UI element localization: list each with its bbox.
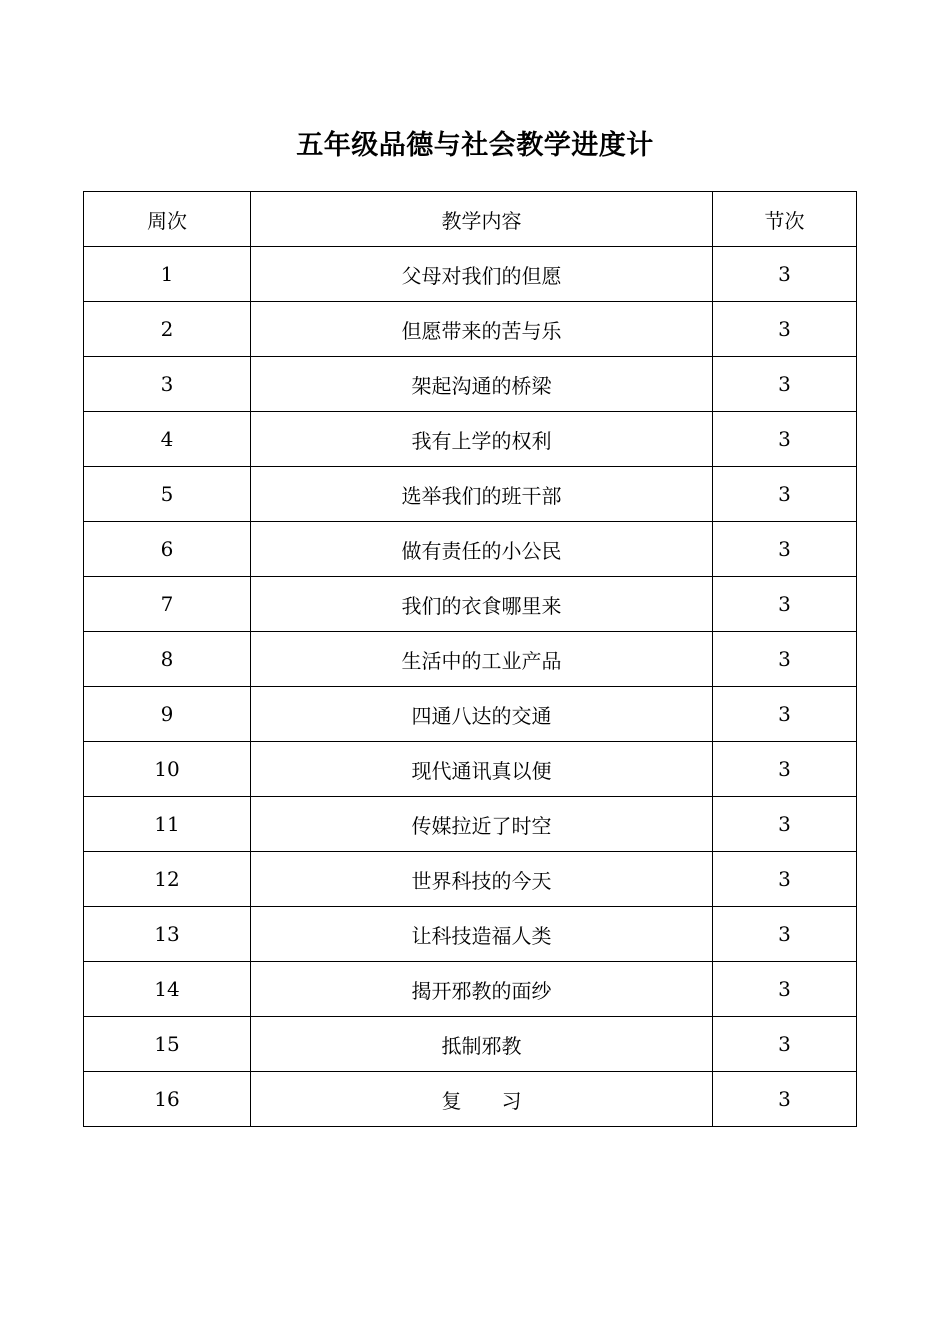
lessons-cell: 3: [713, 797, 857, 852]
content-cell: 世界科技的今天: [251, 852, 713, 907]
content-cell: 父母对我们的但愿: [251, 247, 713, 302]
table-row: [84, 962, 857, 1017]
table-row: [84, 357, 857, 412]
table-row: [84, 1072, 857, 1127]
lessons-cell: 3: [713, 412, 857, 467]
table-row: [84, 1017, 857, 1072]
week-cell: 16: [84, 1072, 251, 1127]
table-row: [84, 247, 857, 302]
header-content: 教学内容: [251, 192, 713, 247]
lessons-cell: 3: [713, 687, 857, 742]
lessons-cell: 3: [713, 907, 857, 962]
document-title: 五年级品德与社会教学进度计: [296, 130, 654, 161]
week-cell: 7: [84, 577, 251, 632]
week-cell: 14: [84, 962, 251, 1017]
content-cell: 让科技造福人类: [251, 907, 713, 962]
content-cell: 但愿带来的苦与乐: [251, 302, 713, 357]
lessons-cell: 3: [713, 302, 857, 357]
teaching-schedule-table: [83, 191, 857, 1127]
week-cell: 11: [84, 797, 251, 852]
week-cell: 2: [84, 302, 251, 357]
content-cell: 架起沟通的桥梁: [251, 357, 713, 412]
table-row: [84, 412, 857, 467]
content-cell: 我们的衣食哪里来: [251, 577, 713, 632]
table-row: [84, 632, 857, 687]
week-cell: 6: [84, 522, 251, 577]
table-row: [84, 797, 857, 852]
content-cell: 选举我们的班干部: [251, 467, 713, 522]
content-cell: 传媒拉近了时空: [251, 797, 713, 852]
content-cell: 现代通讯真以便: [251, 742, 713, 797]
lessons-cell: 3: [713, 1017, 857, 1072]
lessons-cell: 3: [713, 522, 857, 577]
lessons-cell: 3: [713, 962, 857, 1017]
content-cell: 复 习: [251, 1072, 713, 1127]
table-row: [84, 467, 857, 522]
table-row: [84, 302, 857, 357]
table-row: [84, 687, 857, 742]
week-cell: 4: [84, 412, 251, 467]
content-cell: 抵制邪教: [251, 1017, 713, 1072]
week-cell: 15: [84, 1017, 251, 1072]
week-cell: 8: [84, 632, 251, 687]
lessons-cell: 3: [713, 742, 857, 797]
lessons-cell: 3: [713, 247, 857, 302]
week-cell: 13: [84, 907, 251, 962]
content-cell: 我有上学的权利: [251, 412, 713, 467]
week-cell: 12: [84, 852, 251, 907]
lessons-cell: 3: [713, 577, 857, 632]
week-cell: 9: [84, 687, 251, 742]
week-cell: 1: [84, 247, 251, 302]
table-row: [84, 907, 857, 962]
content-cell: 做有责任的小公民: [251, 522, 713, 577]
table-header-row: [84, 192, 857, 247]
lessons-cell: 3: [713, 357, 857, 412]
table-row: [84, 577, 857, 632]
table-row: [84, 742, 857, 797]
table-row: [84, 852, 857, 907]
content-cell: 生活中的工业产品: [251, 632, 713, 687]
content-cell: 四通八达的交通: [251, 687, 713, 742]
header-week: 周次: [84, 192, 251, 247]
lessons-cell: 3: [713, 1072, 857, 1127]
lessons-cell: 3: [713, 852, 857, 907]
content-cell: 揭开邪教的面纱: [251, 962, 713, 1017]
lessons-cell: 3: [713, 632, 857, 687]
week-cell: 5: [84, 467, 251, 522]
week-cell: 3: [84, 357, 251, 412]
lessons-cell: 3: [713, 467, 857, 522]
table-row: [84, 522, 857, 577]
header-lessons: 节次: [713, 192, 857, 247]
week-cell: 10: [84, 742, 251, 797]
